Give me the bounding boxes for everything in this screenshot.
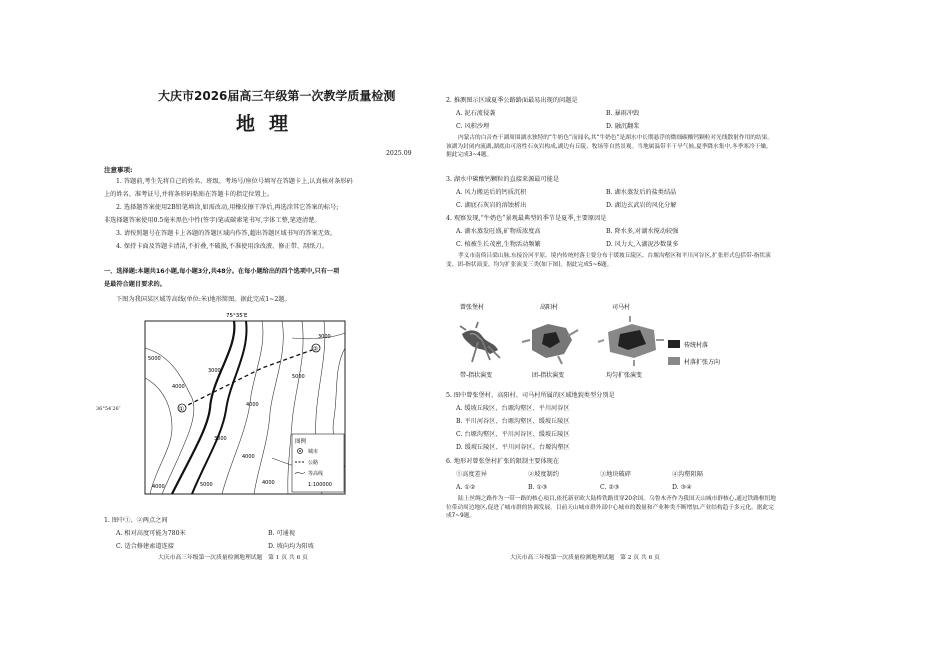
map-legend-item: 公路 bbox=[308, 460, 319, 466]
contour-label: 4000 bbox=[152, 484, 165, 490]
q6-option: B. ①③ bbox=[528, 484, 548, 491]
q2-option: C. 风积沙埋 bbox=[456, 123, 490, 130]
q1-option: A. 相对高度可能为780米 bbox=[116, 530, 186, 537]
contour-label: 4000 bbox=[262, 480, 275, 486]
contour-line bbox=[145, 348, 194, 494]
longitude-label: 75°35′E bbox=[226, 313, 248, 319]
section-heading: 一、选择题:本题共16小题,每小题3分,共48分。在每小题给出的四个选项中,只有一项 bbox=[104, 268, 340, 275]
exam-date: 2025.09 bbox=[386, 150, 412, 157]
q1-option: C. 适合修建索道连接 bbox=[116, 543, 174, 550]
village-2-shape bbox=[522, 324, 578, 364]
contour-label: 5000 bbox=[200, 482, 213, 488]
page-footer-2: 大庆市高三年级第一次质量检测地理试题 第 2 页 共 6 页 bbox=[510, 555, 660, 561]
notice-line: 上的姓名、准考证号,并将条形码粘贴在答题卡的指定位置上。 bbox=[104, 191, 274, 198]
q4-option: C. 植被生长茂密,生物活动频繁 bbox=[456, 241, 541, 248]
contour-label: 5000 bbox=[292, 374, 305, 380]
notice-line: 非选择题答案使用0.5毫米黑色中性(签字)笔或碳素笔书写,字体工整,笔迹清楚。 bbox=[104, 217, 321, 224]
village-3-shape bbox=[598, 316, 664, 366]
latitude-label: 36°54′26″ bbox=[96, 406, 121, 412]
q2-stem: 2. 推测图示区域夏季公路路面最易出现的问题是 bbox=[446, 97, 578, 104]
contour-label: 3000 bbox=[214, 436, 227, 442]
map-intro: 下图为我国某区域等高线(单位:米)地形简图。据此完成1~2题。 bbox=[116, 296, 291, 303]
q1-option: D. 坡向均为阳坡 bbox=[268, 543, 314, 550]
q4-option: D. 风力大,入湖泥沙数量多 bbox=[606, 241, 679, 248]
contour-label: 5000 bbox=[148, 356, 161, 362]
point-2-label: ② bbox=[312, 345, 319, 353]
section-heading-cont: 是最符合题目要求的。 bbox=[104, 281, 166, 288]
q2-option: A. 泥石流侵袭 bbox=[456, 110, 496, 117]
valley-line bbox=[192, 321, 247, 494]
map-legend-item: 等高线 bbox=[308, 471, 324, 477]
q1-stem: 1. 图中①、②两点之间 bbox=[104, 517, 168, 524]
diagram-legend-item: 传统村落 bbox=[684, 342, 709, 349]
q6-factor: ①高度差异 bbox=[456, 471, 487, 478]
q6-factor: ③地块破碎 bbox=[600, 471, 631, 478]
q6-option: C. ②③ bbox=[600, 484, 620, 491]
map-legend-title: 图例 bbox=[295, 439, 307, 445]
passage-silk-road: 陆上丝绸之路作为一带一路的核心项目,依托新亚欧大陆桥铁路贯穿20余国。乌鲁木齐作为我国天山城市群核心,通过铁路枢纽地位带动周边地区,促进了城市群的协调发展。目前天山城市群外部中心城市的数量和产业种类不断增加,产业结构趋于多元化。据此完成7~9题。 bbox=[446, 496, 776, 520]
q5-option: B. 平川河谷区、台塬沟壑区、缓坡丘陵区 bbox=[456, 418, 570, 425]
q3-option: D. 湖边玄武岩的风化分解 bbox=[606, 202, 677, 209]
notice-line: 2. 选择题答案使用2B铅笔填涂,如需改动,用橡皮擦干净后,再选涂其它答案的标号; bbox=[116, 204, 339, 211]
village-diagram bbox=[448, 300, 748, 382]
exam-title: 大庆市2026届高三年级第一次教学质量检测 bbox=[158, 89, 396, 103]
page-right bbox=[446, 0, 776, 672]
q2-option: D. 融沉翻浆 bbox=[606, 123, 640, 130]
q1-option: B. 可通视 bbox=[268, 530, 296, 537]
contour-map bbox=[142, 308, 352, 498]
diagram-legend-item: 村落扩张方向 bbox=[684, 359, 721, 366]
village-1-shape bbox=[460, 322, 500, 362]
q5-stem: 5. 图中曾张堡村、高阳村、司马村所属的区域地貌类型分别是 bbox=[446, 392, 615, 399]
passage-lake: 内蒙古的白音查干湖周围湖水独特的“牛奶色”而闻名,其“牛奶色”是湖水中长期悬浮的微细碳酸钙颗粒对光线散射作用的结果。该湖为封闭内流湖,湖底由可溶性石灰岩构成,湖边有丘陵、牧场等自然景观。当地属温带半干旱气候,夏季降水集中,冬季寒冷干燥。据此完成3~4题。 bbox=[446, 135, 774, 159]
q2-option: B. 暴雨冲毁 bbox=[606, 110, 640, 117]
contour-label: 3000 bbox=[208, 368, 221, 374]
contour-line bbox=[145, 378, 172, 494]
village-caption: 团-指状演变 bbox=[532, 372, 565, 379]
q5-option: A. 缓坡丘陵区、台塬沟壑区、平川河谷区 bbox=[456, 405, 570, 412]
q5-option: D. 缓坡丘陵区、平川河谷区、台塬沟壑区 bbox=[456, 444, 570, 451]
expansion-legend-icon bbox=[668, 357, 680, 365]
contour-label: 4000 bbox=[246, 402, 259, 408]
passage-village: 孝义市南倚吕梁山脉,东接汾河平原。境内传统村落主要分布于缓坡丘陵区、台塬沟壑区和平川河谷区,扩张形式包括带-指状演变、团-指状演变、均匀扩张演变三类(如下图)。据此完成5~6题。 bbox=[446, 253, 771, 268]
q3-option: A. 风力搬运后的钙质沉积 bbox=[456, 189, 527, 196]
q6-option: D. ③④ bbox=[672, 484, 692, 491]
q4-stem: 4. 观察发现,“牛奶色”景观最典型的季节是夏季,主要原因是 bbox=[446, 215, 607, 222]
notice-line: 4. 保持卡面及答题卡清洁,不折叠,不破损,不准使用涂改液、修正带、刮纸刀。 bbox=[116, 243, 328, 250]
q4-option: B. 降水多,对湖水搅动较强 bbox=[606, 228, 679, 235]
village-name: 曾张堡村 bbox=[460, 304, 485, 311]
contour-label: 3000 bbox=[318, 334, 331, 340]
q4-option: A. 湖水蒸发旺盛,矿物质浓度高 bbox=[456, 228, 541, 235]
q5-option: C. 台塬沟壑区、平川河谷区、缓坡丘陵区 bbox=[456, 431, 570, 438]
traditional-village-legend-icon bbox=[668, 340, 680, 348]
q6-factor: ②坡度制约 bbox=[528, 471, 559, 478]
village-caption: 均匀扩张演变 bbox=[606, 372, 643, 379]
notice-line: 3. 请按照题号在答题卡上各题的答题区域内作答,超出答题区域书写的答案无效。 bbox=[116, 230, 337, 237]
village-name: 司马村 bbox=[612, 304, 631, 311]
village-name: 高阳村 bbox=[540, 304, 559, 311]
notice-heading: 注意事项: bbox=[104, 166, 133, 174]
q6-stem: 6. 地形对曾张堡村扩张的限制主要体现在 bbox=[446, 458, 560, 465]
page-footer-1: 大庆市高三年级第一次质量检测地理试题 第 1 页 共 6 页 bbox=[158, 555, 308, 561]
point-1-label: ① bbox=[178, 405, 185, 413]
contour-label: 4000 bbox=[172, 384, 185, 390]
q6-factor: ④沟壑阻隔 bbox=[672, 471, 703, 478]
page-left bbox=[96, 0, 434, 672]
contour-label: 4000 bbox=[242, 454, 255, 460]
subject-title: 地理 bbox=[236, 113, 303, 135]
notice-line: 1. 答题前,考生先将自己的姓名、班级、考场号/座位号填写在答题卡上,认真核对条形码 bbox=[116, 178, 353, 185]
q3-option: B. 湖水蒸发后的盐类结晶 bbox=[606, 189, 677, 196]
map-legend-item: 城市 bbox=[308, 449, 319, 455]
map-legend-item: 1:100000 bbox=[308, 482, 332, 488]
q3-option: C. 湖底石灰岩的溶蚀析出 bbox=[456, 202, 527, 209]
q3-stem: 3. 湖水中碳酸钙颗粒的直接来源最可能是 bbox=[446, 176, 560, 183]
q6-option: A. ①② bbox=[456, 484, 476, 491]
village-caption: 带-指状演变 bbox=[460, 372, 493, 379]
